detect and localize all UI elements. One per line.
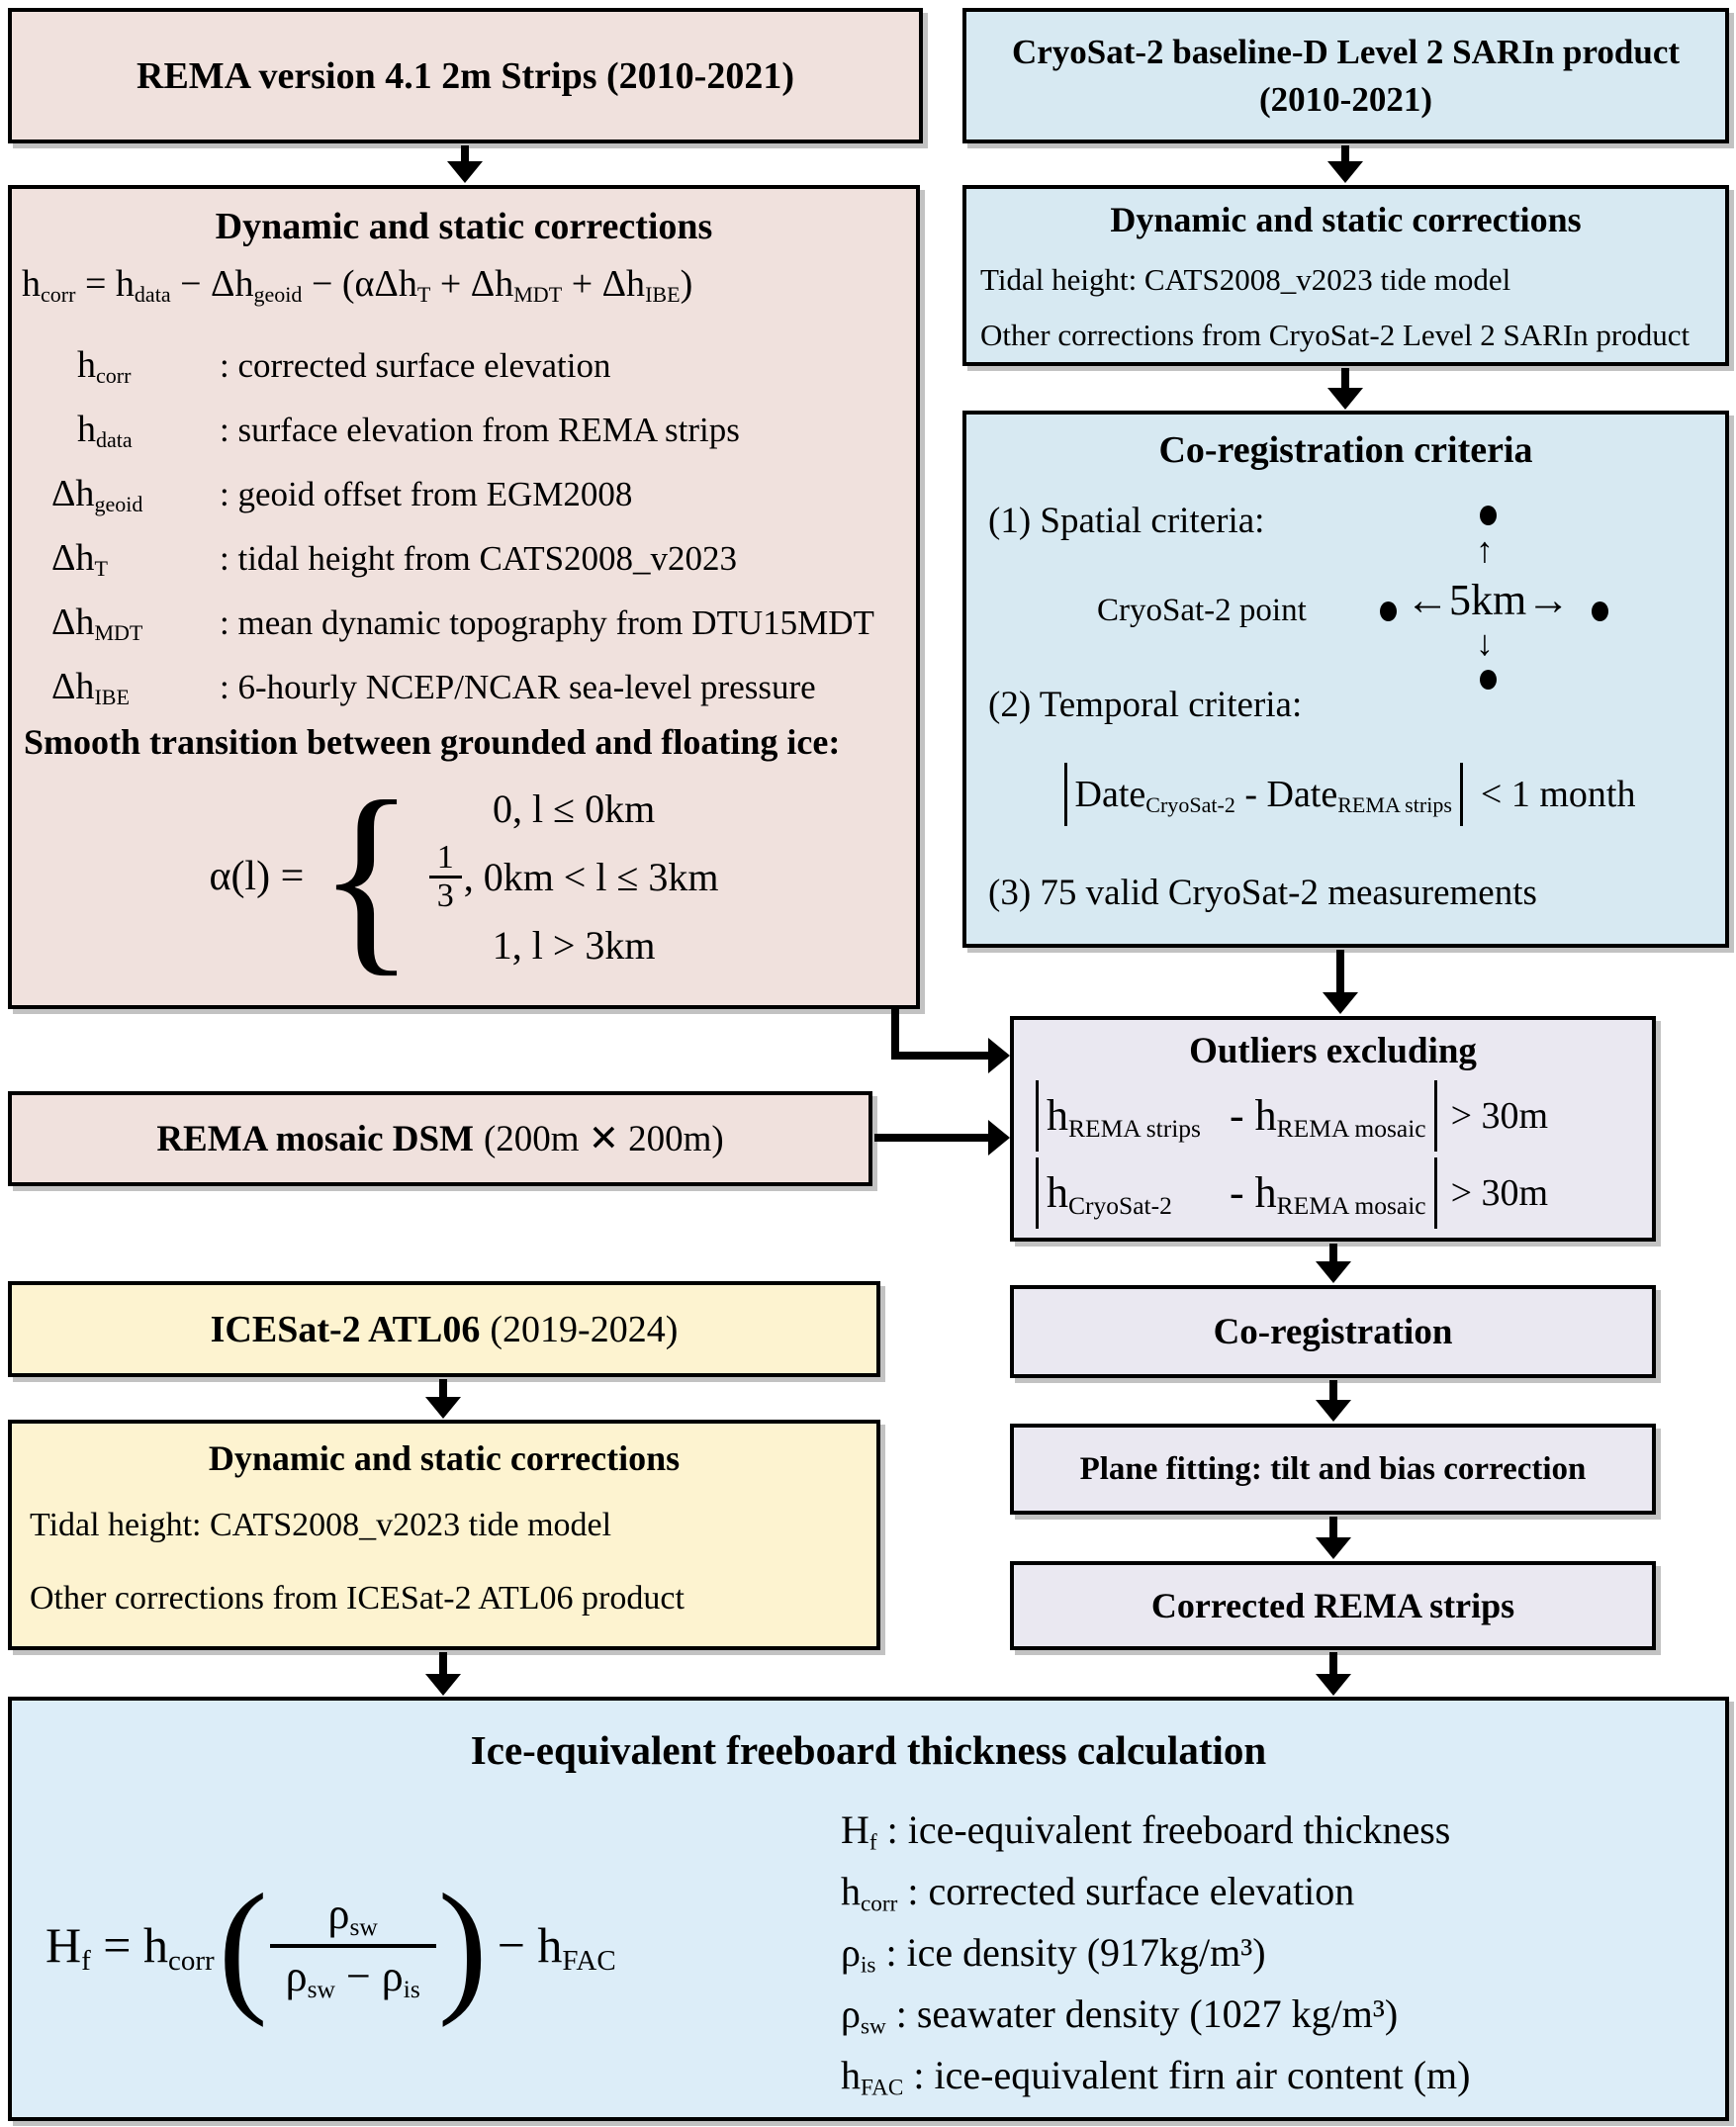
alpha-lhs: α(l) = [209, 854, 305, 900]
abs-bar [1434, 1157, 1437, 1229]
alpha-piecewise-formula [12, 758, 916, 994]
open-paren-glyph: ( [218, 1863, 268, 2028]
arrow-shaft [874, 1134, 992, 1142]
arrow-head [425, 1674, 461, 1696]
density-fraction [270, 1890, 436, 2004]
rema-corrections-definitions [51, 333, 904, 719]
spatial-diagram [986, 509, 1698, 702]
fraction-denominator: $\rho_{sw} - \rho_{is}$ [270, 1944, 436, 2002]
freeboard-definitions [841, 1800, 1470, 2106]
bottom-point-dot [1480, 670, 1497, 690]
left-arrow-icon: ← [1406, 576, 1449, 624]
arrow-head [1316, 1537, 1351, 1559]
definition-text: : mean dynamic topography from DTU15MDT [220, 602, 874, 642]
box-rema-mosaic [8, 1091, 872, 1186]
alpha-case-2 [429, 840, 719, 913]
outliers-line-1-body: $h_{REMA strips} - h_{REMA mosaic}$ [1047, 1091, 1426, 1144]
fraction-numerator: $\rho_{sw}$ [327, 1890, 378, 1942]
freeboard-formula-lhs: $H_f = h_{corr}$ [46, 1916, 215, 1978]
arrow-head [1327, 161, 1363, 183]
rema-corrections-formula: $h_{corr} = h_{data} - \Delta h_{geoid} - (\alpha\Delta h_T + \Delta h_{MDT} + \Delta h_{IBE})$ [22, 263, 693, 308]
rema-corrections-title: Dynamic and static corrections [215, 206, 713, 247]
alpha-case-2-text: , 0km < l ≤ 3km [463, 854, 719, 899]
outliers-line-2 [1028, 1155, 1642, 1232]
rema-mosaic-title: REMA mosaic DSM [156, 1118, 474, 1159]
outliers-formulas [1028, 1077, 1642, 1232]
icesat-subtitle: (2019-2024) [490, 1308, 679, 1350]
arrow-shaft [891, 1052, 992, 1060]
arrow-cryosat-to-corrections [1327, 145, 1363, 183]
corrected-strips-title: Corrected REMA strips [1150, 1586, 1515, 1625]
fraction-one-third [429, 840, 462, 913]
abs-bar [1036, 1080, 1039, 1152]
arrow-head [988, 1038, 1010, 1073]
outliers-line-1 [1028, 1077, 1642, 1155]
arrow-remacorr-to-outliers [891, 1038, 1010, 1073]
criteria-item-temporal: (2) Temporal criteria: [988, 685, 1303, 725]
criteria-item-count: (3) 75 valid CryoSat-2 measurements [988, 873, 1537, 913]
cryosat-product-line2: (2010-2021) [1259, 79, 1432, 119]
definition-text: : tidal height from CATS2008_v2023 [220, 538, 738, 578]
icesat-title: ICESat-2 ATL06 [210, 1308, 481, 1350]
arrow-plane-to-corrected [1316, 1517, 1351, 1559]
right-arrow-icon: → [1526, 576, 1571, 624]
definition-text: : 6-hourly NCEP/NCAR sea-level pressure [220, 667, 816, 706]
definition-text: : seawater density (1027 kg/m³) [885, 1991, 1399, 2036]
arrow-icesat-to-corrections [425, 1379, 461, 1419]
arrow-coregistration-to-plane [1316, 1380, 1351, 1422]
definition-row [841, 1800, 1470, 1861]
arrow-icesatcorr-to-freeboard [425, 1652, 461, 1696]
plane-fitting-title: Plane fitting: tilt and bias correction [1079, 1450, 1587, 1487]
definition-symbol: $\Delta h_T$ [51, 537, 108, 582]
box-plane-fitting [1010, 1424, 1656, 1515]
outliers-line-1-rhs: > 30m [1450, 1095, 1549, 1137]
icesat-corrections-line2: Other corrections from ICESat-2 ATL06 product [30, 1580, 685, 1617]
definition-text: : ice-equivalent freeboard thickness [876, 1807, 1451, 1852]
up-arrow-icon: ↑ [1476, 530, 1494, 570]
definition-text: : ice density (917kg/m³) [875, 1930, 1266, 1975]
definition-symbol: $\rho_{sw}$ [841, 1991, 886, 2040]
box-corrected-strips [1010, 1561, 1656, 1650]
cryosat-corrections-line1: Tidal height: CATS2008_v2023 tide model [980, 262, 1511, 297]
arrow-head [1316, 1674, 1351, 1696]
box-coregistration [1010, 1285, 1656, 1378]
definition-text: : geoid offset from EGM2008 [220, 474, 633, 513]
arrow-corrections-to-criteria [1327, 368, 1363, 410]
arrow-outliers-to-coregistration [1316, 1244, 1351, 1283]
outliers-title: Outliers excluding [1189, 1031, 1477, 1071]
temporal-formula-rhs: < 1 month [1480, 774, 1636, 815]
arrow-head [1323, 992, 1358, 1014]
definition-row [841, 1922, 1470, 1984]
definition-row [841, 1984, 1470, 2045]
down-arrow-icon: ↓ [1476, 623, 1494, 663]
cryosat-product-line1: CryoSat-2 baseline-D Level 2 SARIn product [1011, 33, 1681, 72]
box-coregistration-criteria [962, 411, 1729, 948]
definition-symbol: $h_{FAC}$ [841, 2053, 904, 2101]
icesat-corrections-title: Dynamic and static corrections [208, 1438, 681, 1478]
arrow-head [1327, 388, 1363, 410]
center-point-dot [1380, 601, 1397, 621]
definition-text: : surface elevation from REMA strips [220, 410, 740, 449]
definition-symbol: $\Delta h_{MDT}$ [51, 601, 143, 646]
definition-symbol: $h_{corr}$ [77, 344, 132, 389]
definition-symbol: $H_f$ [841, 1807, 877, 1856]
icesat-corrections-line1: Tidal height: CATS2008_v2023 tide model [30, 1507, 612, 1543]
freeboard-formula-tail: − $h_{FAC}$ [497, 1916, 616, 1978]
arrow-head [425, 1397, 461, 1419]
arrow-mosaic-to-outliers [874, 1120, 1010, 1156]
definition-symbol: $h_{corr}$ [841, 1869, 898, 1917]
right-point-dot [1592, 601, 1608, 621]
box-cryosat-corrections [962, 185, 1729, 366]
cryosat-corrections-line2: Other corrections from CryoSat-2 Level 2 SARIn product [980, 318, 1690, 352]
temporal-formula-body: Date$_{CryoSat-2}$ - Date$_{REMA strips}$ [1074, 773, 1452, 818]
fraction-denominator: 3 [429, 876, 462, 914]
definition-text: : corrected surface elevation [897, 1869, 1355, 1913]
box-cryosat-product [962, 8, 1729, 143]
abs-bar [1460, 763, 1463, 826]
box-rema-strips [8, 8, 923, 143]
box-freeboard-calculation [8, 1697, 1729, 2121]
brace-glyph: { [318, 758, 415, 994]
alpha-case-3: 1, l > 3km [492, 922, 656, 968]
definition-text: : ice-equivalent firn air content (m) [903, 2053, 1471, 2097]
box-outliers-excluding [1010, 1016, 1656, 1242]
outliers-line-2-rhs: > 30m [1450, 1172, 1549, 1214]
abs-bar [1434, 1080, 1437, 1152]
outliers-line-2-body: $h_{CryoSat-2} - h_{REMA mosaic}$ [1047, 1168, 1426, 1221]
criteria-item-spatial: (1) Spatial criteria: [988, 501, 1265, 541]
distance-label [1406, 575, 1570, 625]
arrow-rema-to-corrections [447, 145, 483, 183]
arrow-shaft [1336, 950, 1344, 996]
box-icesat [8, 1281, 880, 1377]
arrow-head [447, 161, 483, 183]
arrow-corrected-to-freeboard [1316, 1652, 1351, 1696]
arrow-head [1316, 1261, 1351, 1283]
coregistration-title: Co-registration [1213, 1311, 1453, 1352]
fraction-numerator: 1 [436, 839, 454, 877]
freeboard-formula [46, 1827, 837, 2065]
definition-symbol: $\Delta h_{geoid}$ [51, 473, 143, 517]
distance-value: 5km [1449, 576, 1527, 624]
smooth-transition-title: Smooth transition between grounded and floating ice: [24, 722, 841, 762]
definition-symbol: $\Delta h_{IBE}$ [51, 666, 130, 710]
cryosat-point-label: CryoSat-2 point [1097, 593, 1307, 628]
alpha-case-1: 0, l ≤ 0km [493, 786, 656, 832]
alpha-cases [429, 786, 719, 968]
definition-text: : corrected surface elevation [220, 345, 611, 385]
definition-symbol: $h_{data}$ [77, 409, 133, 453]
criteria-title: Co-registration criteria [1158, 429, 1533, 471]
top-point-dot [1480, 506, 1497, 525]
box-icesat-corrections [8, 1420, 880, 1650]
cryosat-corrections-title: Dynamic and static corrections [1110, 200, 1582, 239]
rema-strips-title: REMA version 4.1 2m Strips (2010-2021) [137, 54, 794, 97]
abs-bar [1064, 763, 1067, 826]
freeboard-title: Ice-equivalent freeboard thickness calculation [470, 1727, 1267, 1773]
definition-symbol: $\rho_{is}$ [841, 1930, 876, 1979]
rema-mosaic-subtitle: (200m ✕ 200m) [483, 1119, 724, 1159]
box-rema-corrections [8, 185, 920, 1009]
temporal-formula [966, 763, 1725, 826]
arrow-criteria-to-outliers [1323, 950, 1358, 1014]
arrow-head [988, 1120, 1010, 1156]
close-paren-glyph: ) [437, 1863, 488, 2028]
arrow-head [1316, 1400, 1351, 1422]
abs-bar [1036, 1157, 1039, 1229]
definition-row [841, 1861, 1470, 1922]
definition-row [841, 2045, 1470, 2106]
